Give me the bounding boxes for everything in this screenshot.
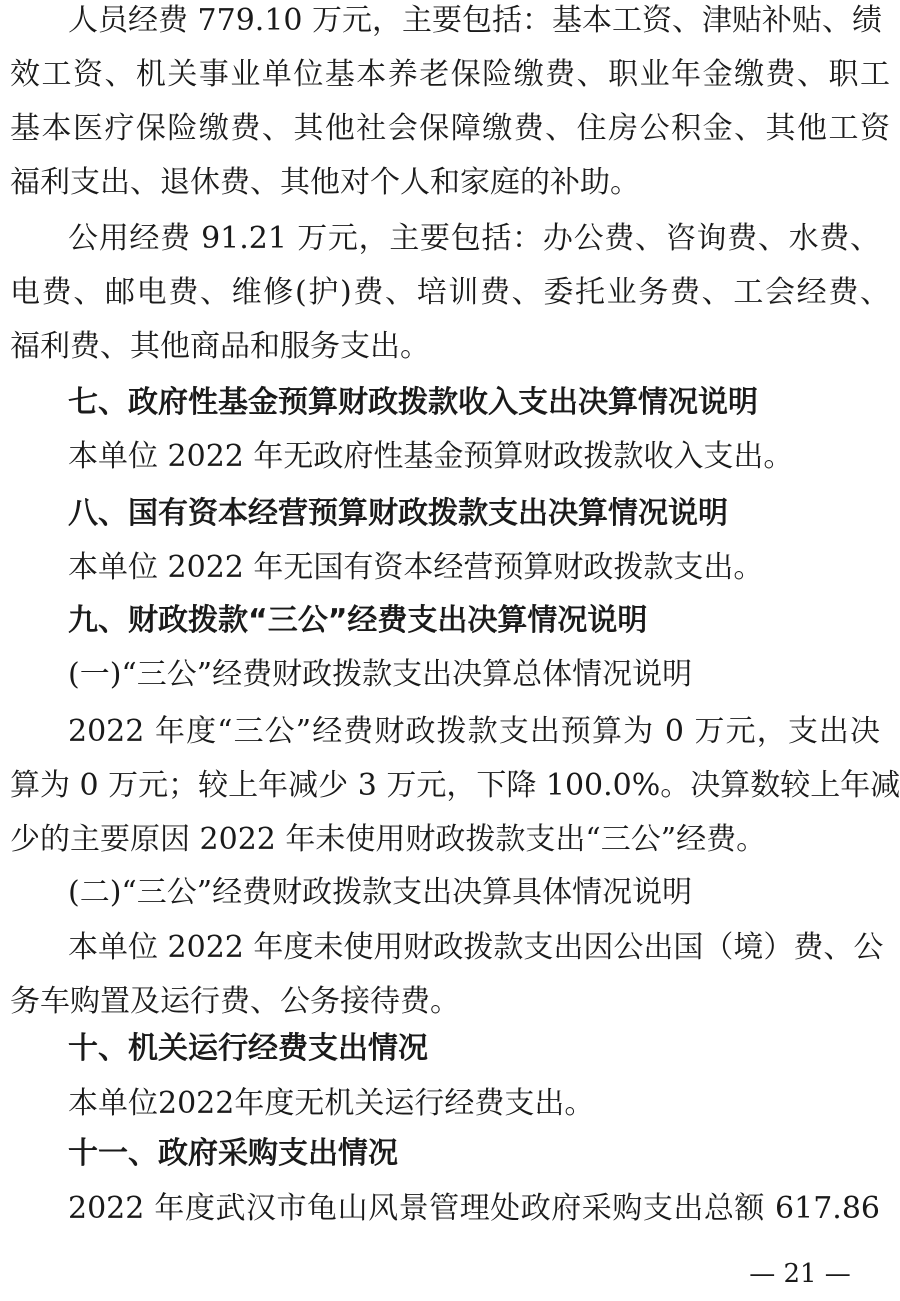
section-9-subheading-2: (二)“三公”经费财政拨款支出决算具体情况说明 bbox=[68, 875, 693, 910]
personnel-paragraph-line-3: 基本医疗保险缴费、其他社会保障缴费、住房公积金、其他工资 bbox=[10, 111, 890, 146]
personnel-paragraph-line-1: 人员经费 779.10 万元，主要包括：基本工资、津贴补贴、绩 bbox=[68, 3, 883, 38]
section-9-sub1-line-1: 2022 年度“三公”经费财政拨款支出预算为 0 万元，支出决 bbox=[68, 714, 880, 749]
section-8-heading: 八、国有资本经营预算财政拨款支出决算情况说明 bbox=[68, 496, 728, 531]
section-10-body: 本单位2022年度无机关运行经费支出。 bbox=[68, 1086, 595, 1121]
public-expense-paragraph-line-1: 公用经费 91.21 万元，主要包括：办公费、咨询费、水费、 bbox=[68, 221, 880, 256]
section-9-subheading-1: (一)“三公”经费财政拨款支出决算总体情况说明 bbox=[68, 657, 693, 692]
public-expense-paragraph-line-3: 福利费、其他商品和服务支出。 bbox=[10, 329, 430, 364]
section-11-heading: 十一、政府采购支出情况 bbox=[68, 1136, 398, 1171]
section-7-heading: 七、政府性基金预算财政拨款收入支出决算情况说明 bbox=[68, 385, 758, 420]
section-9-heading: 九、财政拨款“三公”经费支出决算情况说明 bbox=[68, 603, 648, 638]
personnel-paragraph-line-4: 福利支出、退休费、其他对个人和家庭的补助。 bbox=[10, 165, 640, 200]
section-7-body: 本单位 2022 年无政府性基金预算财政拨款收入支出。 bbox=[68, 439, 794, 474]
section-9-sub1-line-3: 少的主要原因 2022 年未使用财政拨款支出“三公”经费。 bbox=[10, 822, 767, 857]
section-9-sub2-line-2: 务车购置及运行费、公务接待费。 bbox=[10, 984, 460, 1019]
public-expense-paragraph-line-2: 电费、邮电费、维修(护)费、培训费、委托业务费、工会经费、 bbox=[10, 275, 890, 310]
section-11-body-line-1: 2022 年度武汉市龟山风景管理处政府采购支出总额 617.86 bbox=[68, 1191, 880, 1226]
page-number: — 21 — bbox=[749, 1259, 851, 1289]
personnel-paragraph-line-2: 效工资、机关事业单位基本养老保险缴费、职业年金缴费、职工 bbox=[10, 57, 890, 92]
section-9-sub1-line-2: 算为 0 万元；较上年减少 3 万元，下降 100.0%。决算数较上年减 bbox=[10, 768, 900, 803]
section-9-sub2-line-1: 本单位 2022 年度未使用财政拨款支出因公出国（境）费、公 bbox=[68, 930, 884, 965]
section-8-body: 本单位 2022 年无国有资本经营预算财政拨款支出。 bbox=[68, 550, 764, 585]
section-10-heading: 十、机关运行经费支出情况 bbox=[68, 1031, 428, 1066]
